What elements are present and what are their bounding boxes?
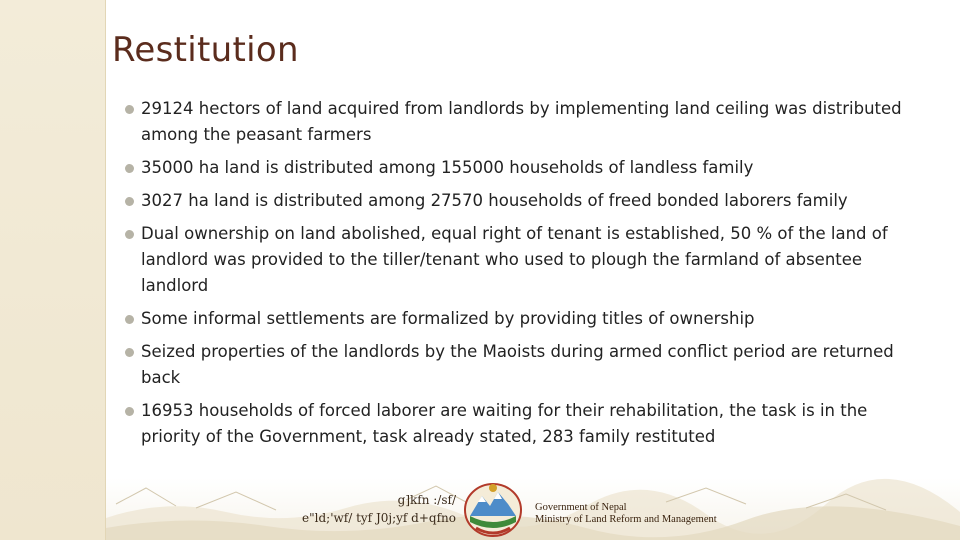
bullet-item [122, 96, 922, 148]
bullet-item [122, 188, 922, 214]
footer-banner [106, 478, 960, 540]
bullet-item [122, 306, 922, 332]
english-ministry-text: Ministry of Land Reform and Management [535, 514, 717, 525]
bullet-text: Some informal settlements are formalized by providing titles of ownership [141, 309, 755, 328]
bullet-item [122, 398, 922, 450]
bullet-item [122, 221, 922, 299]
bullet-item [122, 339, 922, 391]
bullet-dot-icon [125, 197, 134, 206]
bullet-dot-icon [125, 348, 134, 357]
terrain-illustration [106, 478, 960, 540]
english-government-text: Government of Nepal [535, 502, 627, 513]
nepal-emblem-icon [462, 480, 524, 538]
bullet-text: 16953 households of forced laborer are waiting for their rehabilitation, the task is in the priority of the Government, task already stated, 283 family restituted [141, 401, 868, 446]
bullet-text: Seized properties of the landlords by the Maoists during armed conflict period are returned back [141, 342, 894, 387]
bullet-text: 35000 ha land is distributed among 155000 households of landless family [141, 158, 754, 177]
left-decorative-band [0, 0, 106, 540]
bullet-dot-icon [125, 105, 134, 114]
bullet-text: 29124 hectors of land acquired from landlords by implementing land ceiling was distributed among the peasant farmers [141, 99, 902, 144]
bullet-text: Dual ownership on land abolished, equal right of tenant is established, 50 % of the land of landlord was provided to the tiller/tenant who used to plough the farmland of absentee landlord [141, 224, 888, 295]
nepali-ministry-text: e"ld;'wf/ tyf J0j;yf d+qfno [302, 511, 456, 525]
bullet-dot-icon [125, 164, 134, 173]
bullet-text: 3027 ha land is distributed among 27570 households of freed bonded laborers family [141, 191, 848, 210]
bullet-dot-icon [125, 315, 134, 324]
bullet-list [122, 96, 922, 457]
slide-title: Restitution [112, 30, 299, 70]
nepali-government-text: g]kfn :/sf/ [397, 493, 456, 507]
bullet-item [122, 155, 922, 181]
bullet-dot-icon [125, 407, 134, 416]
bullet-dot-icon [125, 230, 134, 239]
